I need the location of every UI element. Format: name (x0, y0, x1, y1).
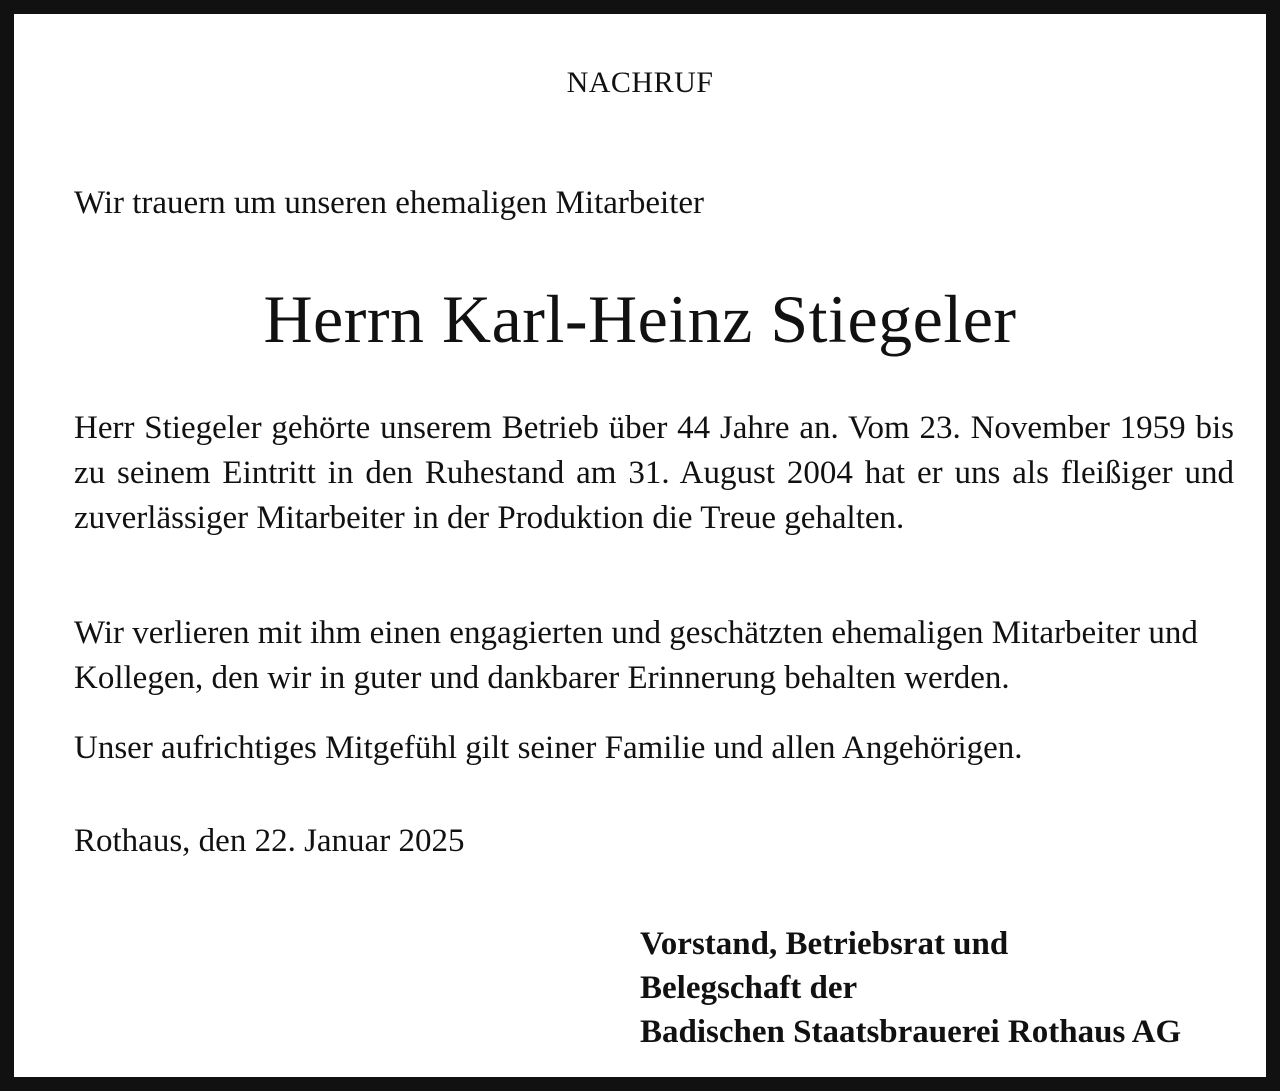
place-date: Rothaus, den 22. Januar 2025 (74, 823, 465, 859)
signature-block (640, 922, 1181, 1054)
service-paragraph: Herr Stiegeler gehörte unserem Betrieb über 44 Jahre an. Vom 23. November 1959 bis zu seinem Eintritt in den Ruhestand am 31. August 2004 hat er uns als fleißiger und zuverlässiger Mitarbeiter in der Produktion die Treue gehalten. (74, 410, 1234, 536)
signature-line: Vorstand, Betriebsrat und (640, 926, 1009, 962)
condolence-paragraph: Unser aufrichtiges Mitgefühl gilt seiner Familie und allen Angehörigen. (74, 730, 1023, 766)
tribute-paragraph: Wir verlieren mit ihm einen engagierten und geschätzten ehemaligen Mitarbeiter und Kollegen, den wir in guter und dankbarer Erinnerung behalten werden. (74, 615, 1198, 696)
signature-line: Badischen Staatsbrauerei Rothaus AG (640, 1014, 1182, 1050)
intro-line: Wir trauern um unseren ehemaligen Mitarbeiter (74, 185, 704, 221)
signature-line: Belegschaft der (640, 970, 858, 1006)
deceased-name: Herrn Karl-Heinz Stiegeler (263, 281, 1017, 357)
notice-heading: NACHRUF (566, 66, 714, 99)
